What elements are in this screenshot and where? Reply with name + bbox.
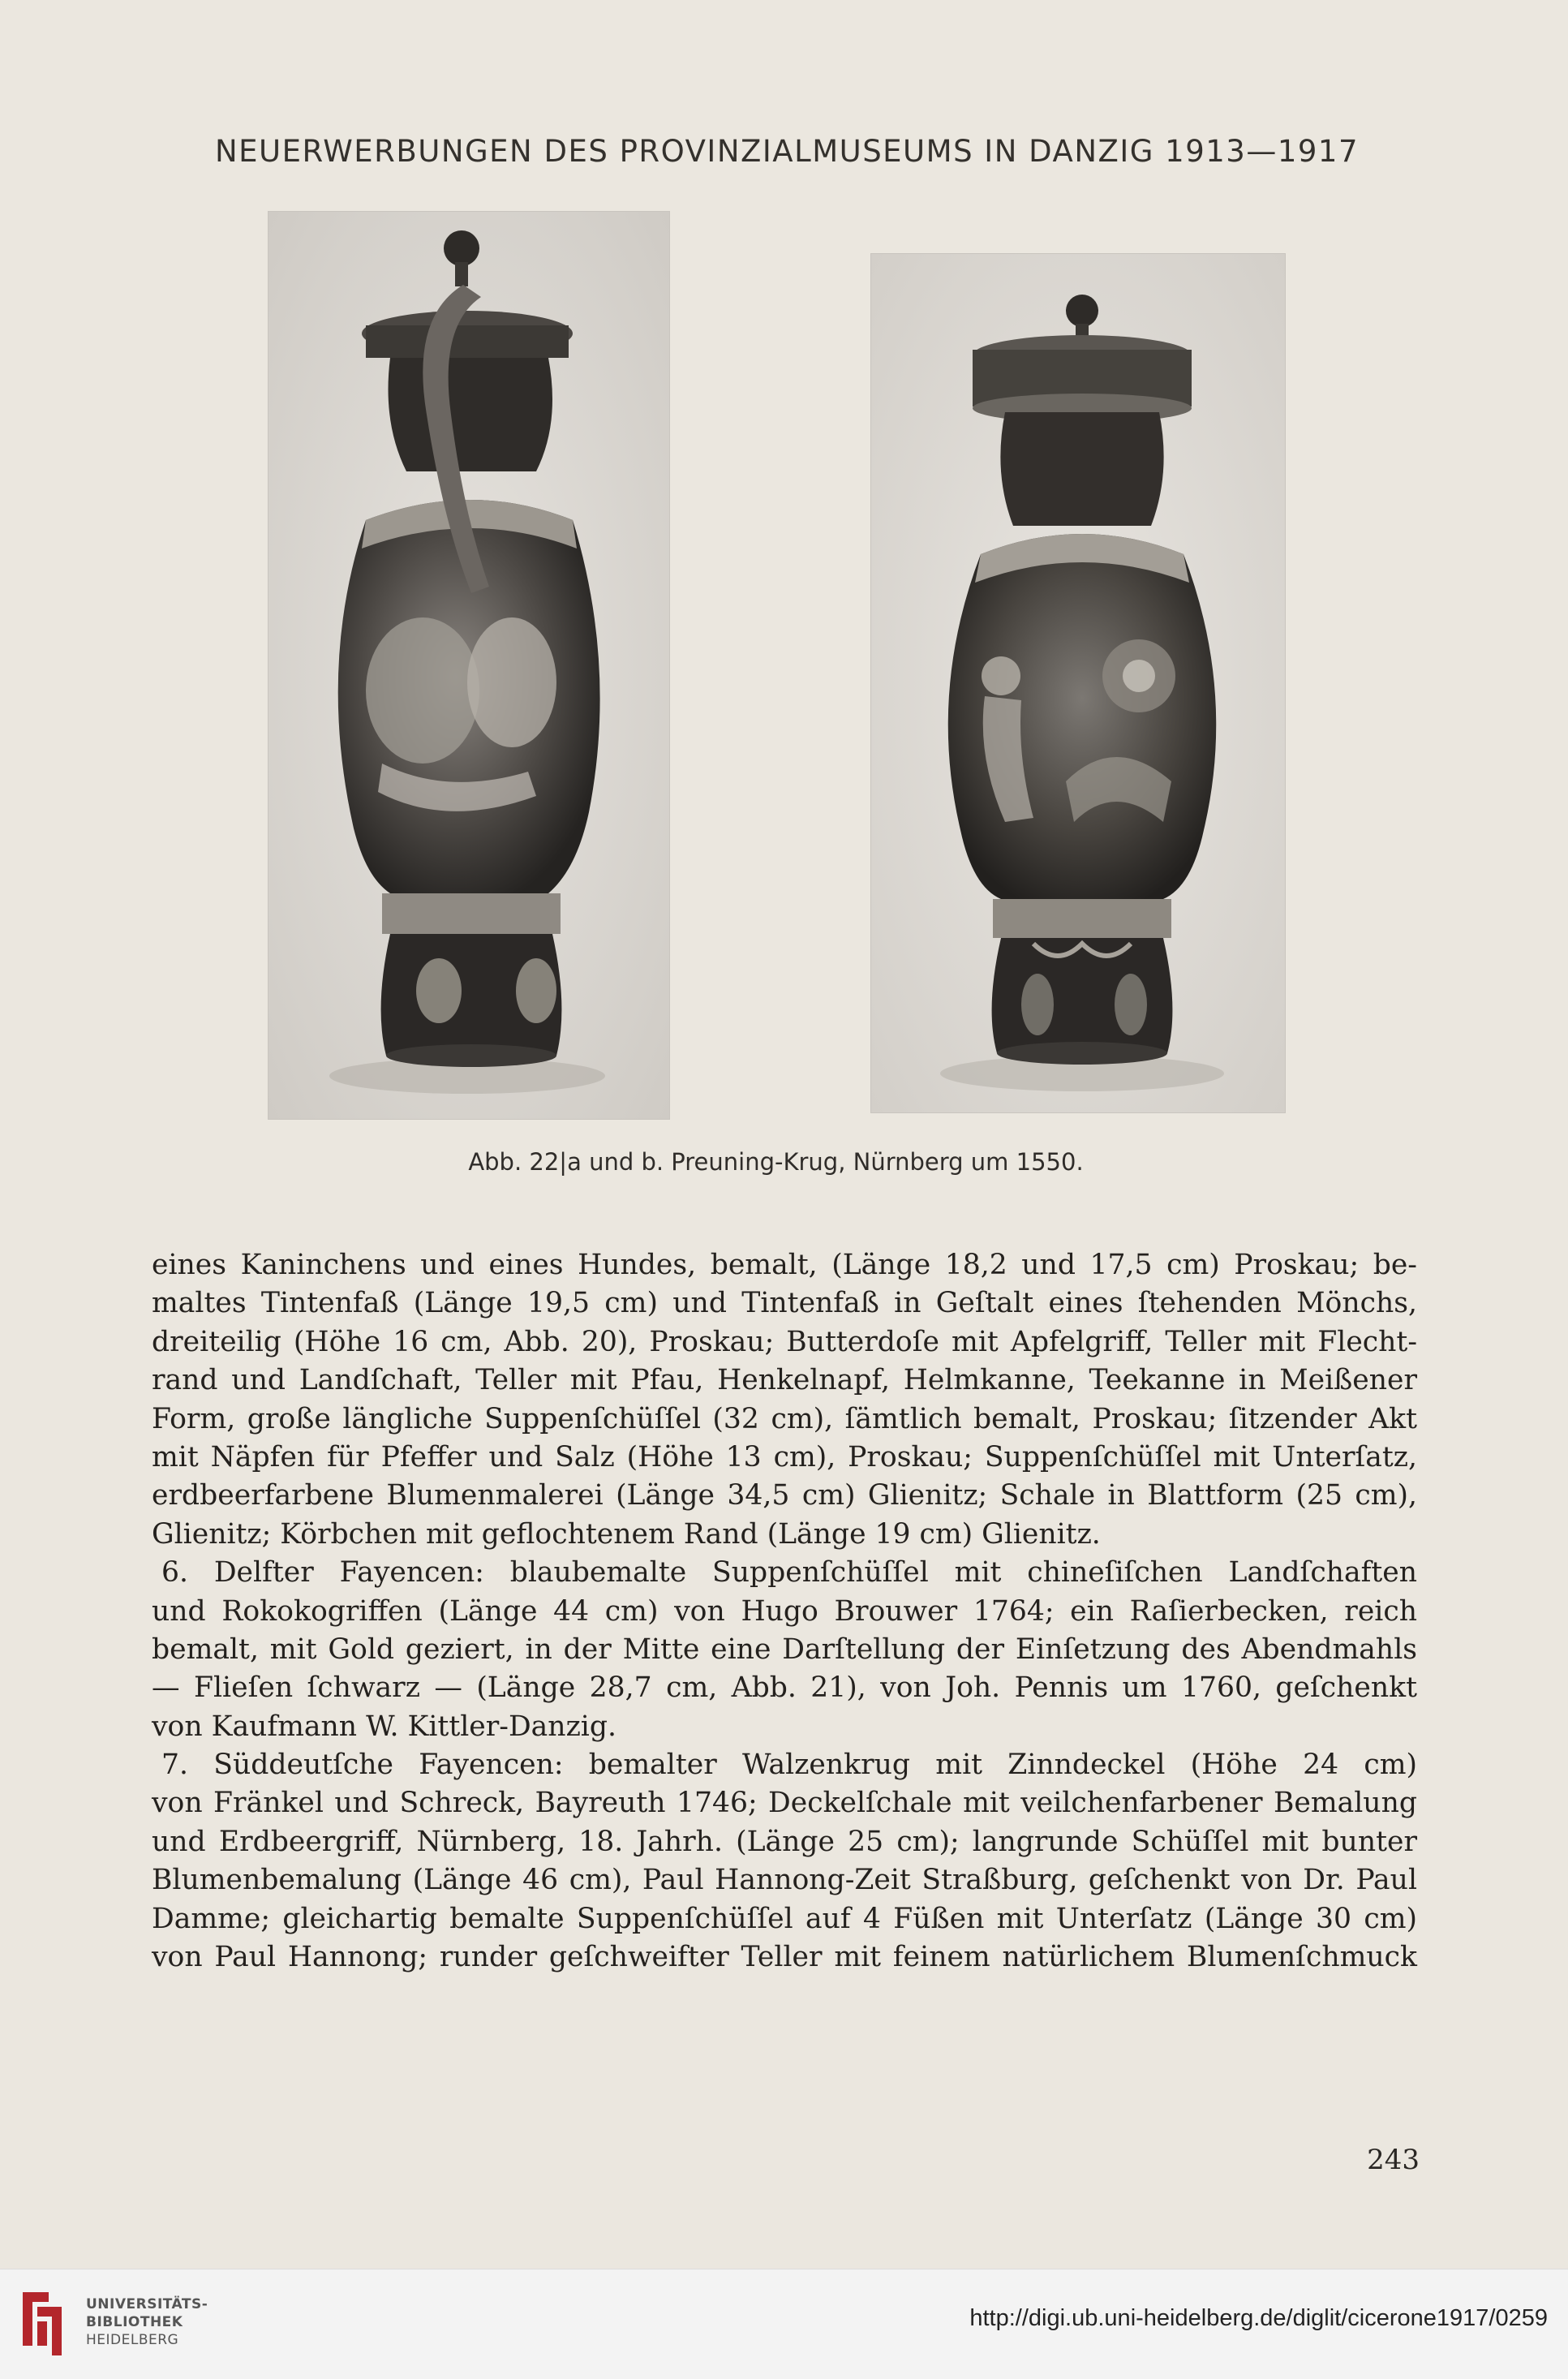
photo-jug-a xyxy=(268,211,670,1120)
text-line: Form, große längliche Suppenſchüſſel (32 cm), ſämtlich bemalt, Proskau; ſitzender Akt xyxy=(152,1402,1417,1435)
logo-line-1: UNIVERSITÄTS- xyxy=(86,2296,208,2312)
figure-caption: Abb. 22|a und b. Preuning-Krug, Nürnberg um 1550. xyxy=(468,1148,1084,1176)
logo-line-3: HEIDELBERG xyxy=(86,2332,179,2348)
text-line: bemalt, mit Gold geziert, in der Mitte eine Darſtellung der Einſetzung des Abendmahls xyxy=(152,1633,1417,1666)
text-line: Blumenbemalung (Länge 46 cm), Paul Hannong-Zeit Straßburg, geſchenkt von Dr. Paul xyxy=(152,1864,1417,1897)
text-line: maltes Tintenfaß (Länge 19,5 cm) und Tintenfaß in Geſtalt eines ſtehenden Mönchs, xyxy=(152,1287,1417,1320)
text-line: mit Näpfen für Pfeffer und Salz (Höhe 13 cm), Proskau; Suppenſchüſſel mit Unterſatz, xyxy=(152,1440,1417,1473)
text-line: Glienitz; Körbchen mit geflochtenem Rand (Länge 19 cm) Glienitz. xyxy=(152,1517,1101,1551)
text-line: und Rokokogriffen (Länge 44 cm) von Hugo Brouwer 1764; ein Raſierbecken, reich xyxy=(152,1594,1417,1628)
jug-b-illustration xyxy=(871,254,1285,1112)
library-logo-text xyxy=(86,2295,208,2349)
text-line: Damme; gleichartig bemalte Suppenſchüſſel auf 4 Füßen mit Unterſatz (Länge 30 cm) xyxy=(152,1902,1417,1935)
text-line: 6. Delfter Fayencen: blaubemalte Suppenſchüſſel mit chineſiſchen Landſchaften xyxy=(161,1556,1417,1590)
text-line: von Kaufmann W. Kittler-Danzig. xyxy=(152,1710,616,1743)
text-line: — Flieſen ſchwarz — (Länge 28,7 cm, Abb. 21), von Joh. Pennis um 1760, geſchenkt xyxy=(152,1671,1417,1705)
source-url[interactable]: http://digi.ub.uni-heidelberg.de/diglit/cicerone1917/0259 xyxy=(969,2305,1548,2331)
running-header: NEUERWERBUNGEN DES PROVINZIALMUSEUMS IN DANZIG 1913—1917 xyxy=(214,134,1360,169)
text-line: von Paul Hannong; runder geſchweifter Teller mit feinem natürlichem Blumenſchmuck xyxy=(152,1941,1417,1974)
text-line: rand und Landſchaft, Teller mit Pfau, Henkelnapf, Helmkanne, Teekanne in Meißener xyxy=(152,1364,1417,1397)
library-logo-icon xyxy=(16,2286,73,2362)
text-line: und Erdbeergriff, Nürnberg, 18. Jahrh. (Länge 25 cm); langrunde Schüſſel mit bunter xyxy=(152,1825,1417,1858)
body-text xyxy=(152,1246,1417,1977)
text-line: 7. Süddeutſche Fayencen: bemalter Walzenkrug mit Zinndeckel (Höhe 24 cm) xyxy=(161,1749,1417,1782)
text-line: erdbeerfarbene Blumenmalerei (Länge 34,5 cm) Glienitz; Schale in Blattform (25 cm), xyxy=(152,1479,1417,1512)
text-line: von Fränkel und Schreck, Bayreuth 1746; Deckelſchale mit veilchenfarbener Bemalung xyxy=(152,1787,1417,1820)
photo-jug-b xyxy=(870,253,1286,1113)
page-number: 243 xyxy=(1367,2144,1420,2176)
jug-a-illustration xyxy=(268,212,669,1119)
text-line: dreiteilig (Höhe 16 cm, Abb. 20), Proskau; Butterdoſe mit Apfelgriff, Teller mit Flecht- xyxy=(152,1325,1417,1358)
logo-line-2: BIBLIOTHEK xyxy=(86,2314,183,2330)
viewer-footer xyxy=(0,2269,1568,2379)
text-line: eines Kaninchens und eines Hundes, bemalt, (Länge 18,2 und 17,5 cm) Proskau; be- xyxy=(152,1249,1417,1281)
